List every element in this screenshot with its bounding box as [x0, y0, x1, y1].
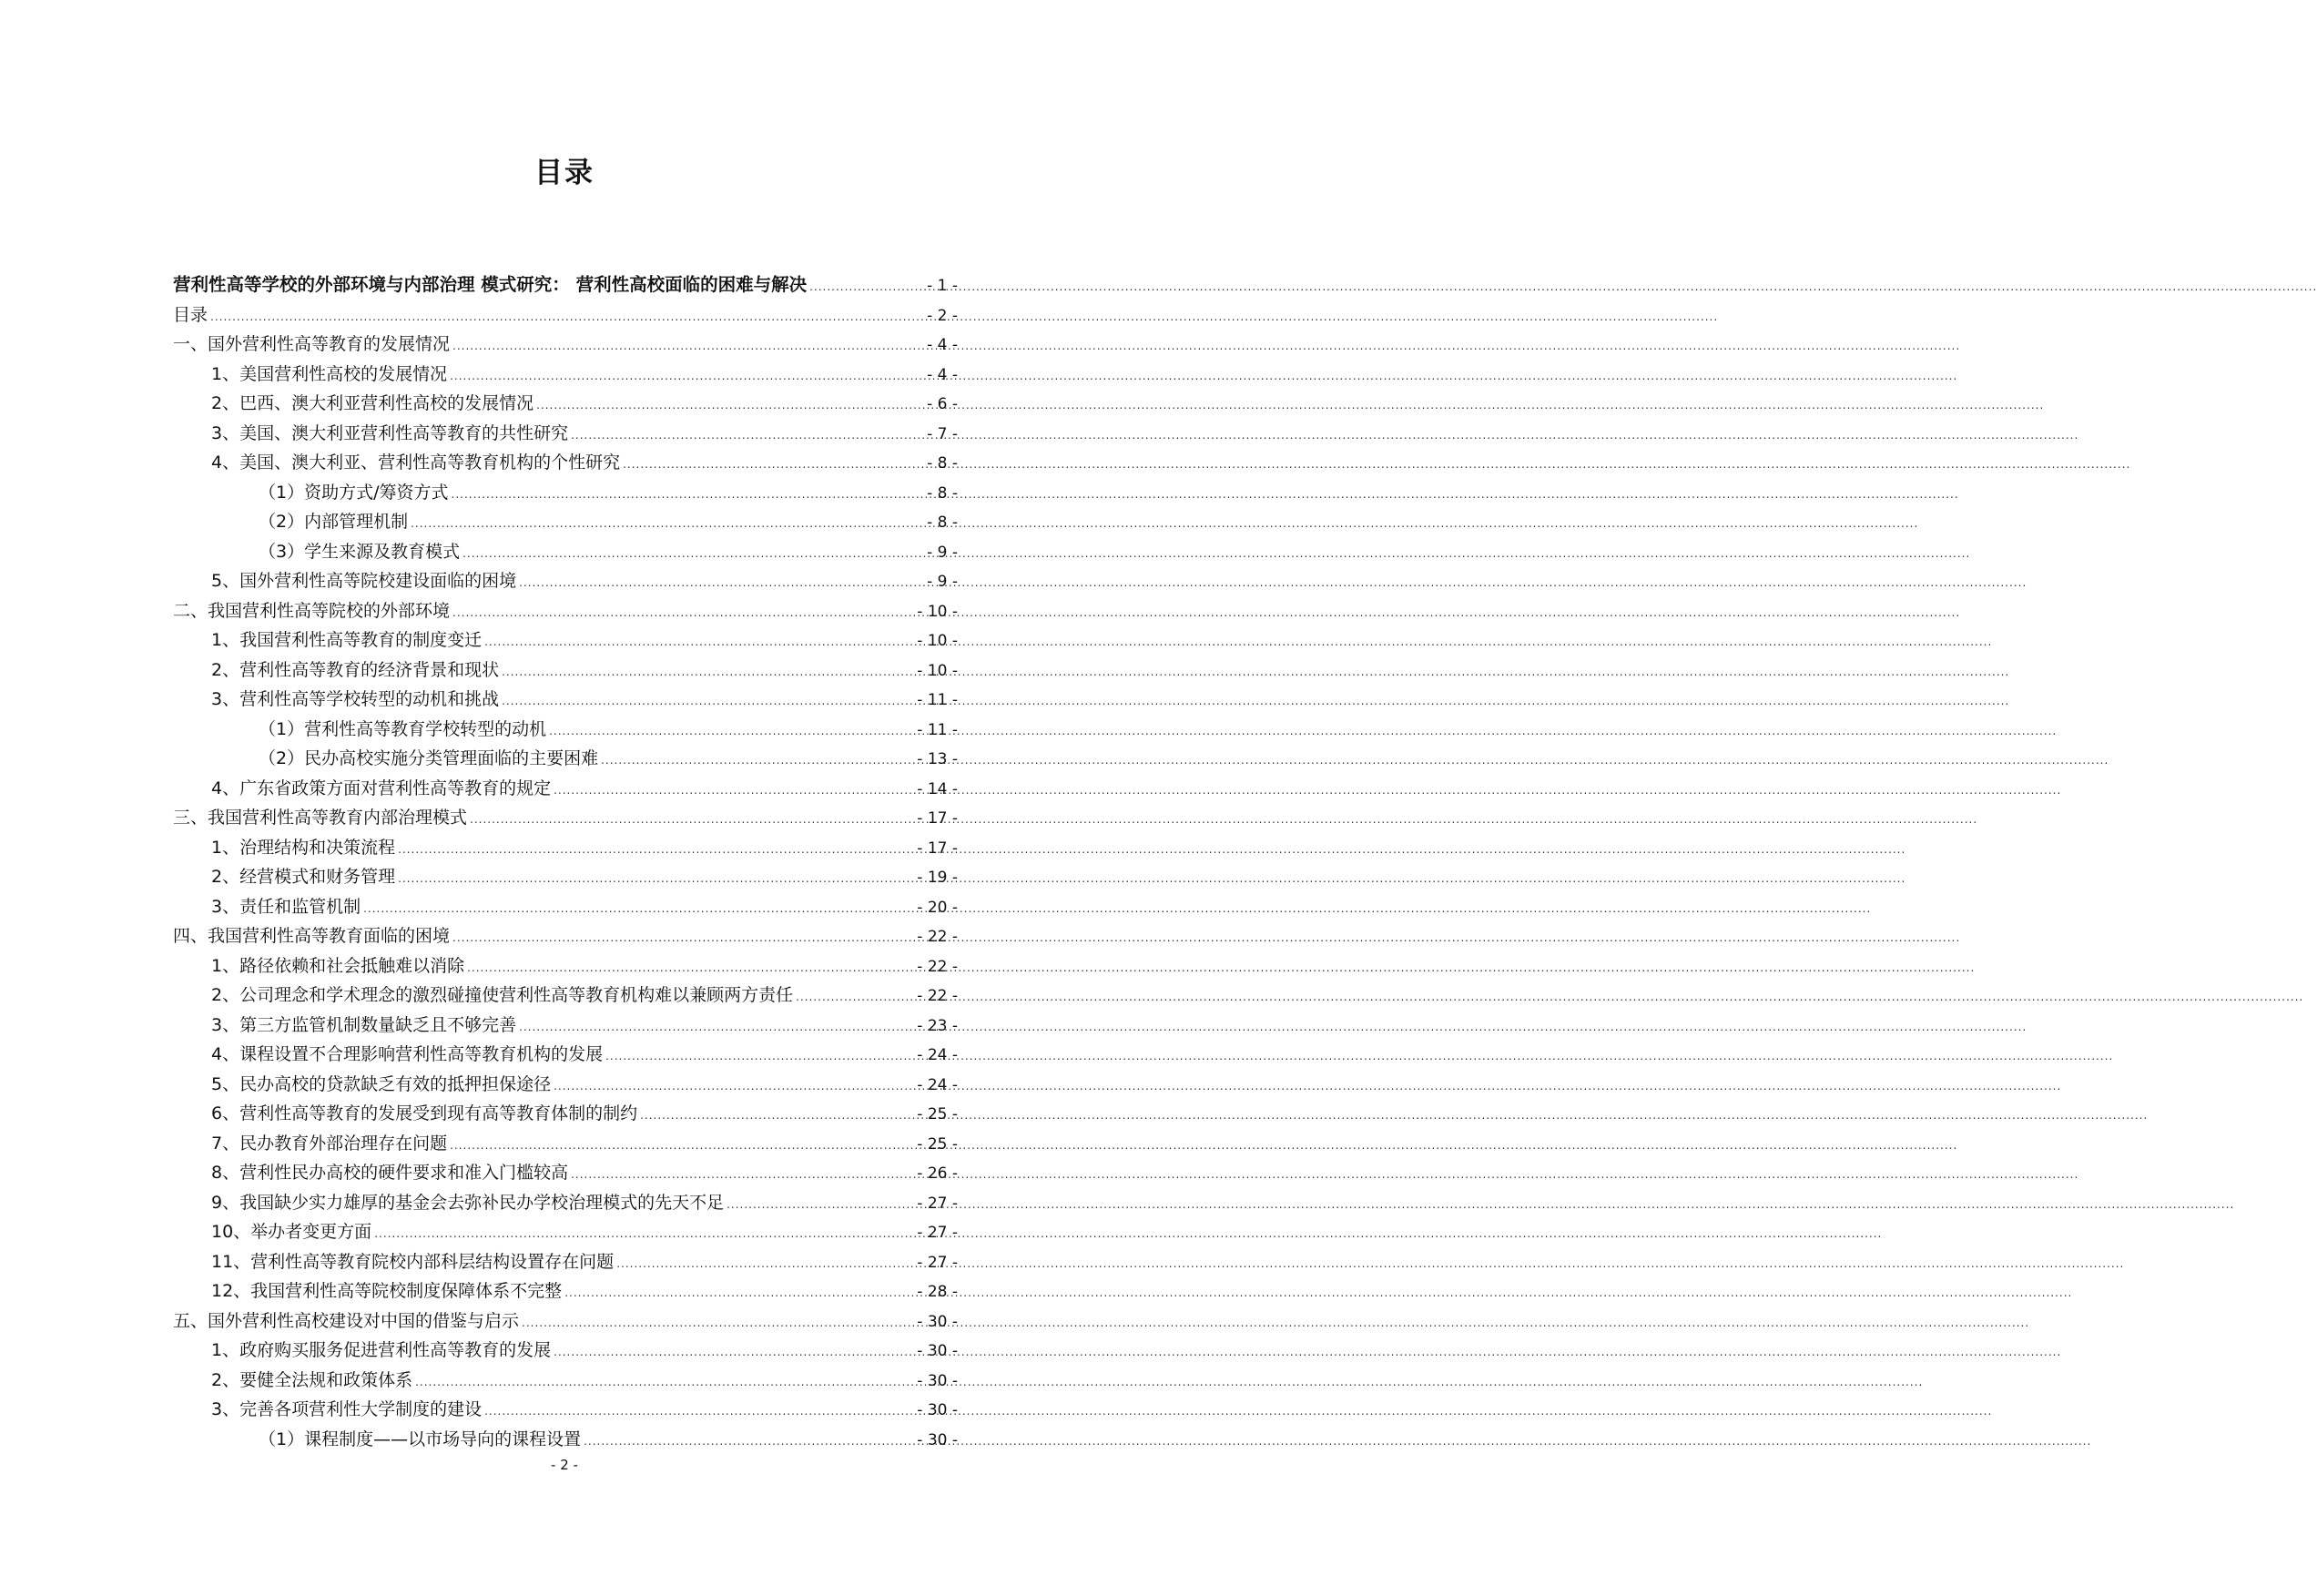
toc-entry[interactable]	[173, 625, 958, 656]
toc-entry-label: （1）营利性高等教育学校转型的动机	[259, 718, 547, 739]
toc-entry-page: - 22 -	[917, 928, 958, 946]
toc-entry-page: - 4 -	[927, 365, 958, 384]
toc-entry-label: 营利性高等学校的外部环境与内部治理 模式研究： 营利性高校面临的困难与解决	[173, 274, 808, 295]
toc-entry-page: - 13 -	[917, 750, 958, 768]
toc-entry-page: - 22 -	[917, 987, 958, 1005]
toc-leader-dots	[564, 1278, 914, 1308]
toc-entry-page: - 24 -	[917, 1075, 958, 1094]
toc-entry-label: 1、我国营利性高等教育的制度变迁	[211, 630, 483, 650]
toc-leader-dots	[398, 864, 914, 894]
toc-entry-label: （1）资助方式/筹资方式	[259, 482, 449, 503]
toc-entry-label: 1、政府购买服务促进营利性高等教育的发展	[211, 1340, 552, 1360]
toc-entry-page: - 10 -	[917, 632, 958, 650]
toc-entry[interactable]	[173, 833, 958, 863]
toc-leader-dots	[522, 1308, 914, 1338]
toc-leader-dots	[484, 627, 914, 657]
toc-entry[interactable]	[173, 1070, 958, 1100]
toc-entry-label: 9、我国缺少实力雄厚的基金会去弥补民办学校治理模式的先天不足	[211, 1192, 725, 1213]
toc-entry[interactable]	[173, 596, 958, 626]
toc-leader-dots	[462, 539, 924, 569]
toc-entry-label: 2、公司理念和学术理念的激烈碰撞使营利性高等教育机构难以兼顾两方责任	[211, 985, 794, 1005]
toc-entry-label: 4、课程设置不合理影响营利性高等教育机构的发展	[211, 1044, 604, 1064]
toc-entry-page: - 22 -	[917, 957, 958, 976]
toc-leader-dots	[374, 1219, 914, 1249]
page-number: - 2 -	[551, 1457, 578, 1473]
toc-entry-label: （2）内部管理机制	[259, 512, 409, 532]
toc-entry-page: - 2 -	[927, 306, 958, 325]
toc-leader-dots	[467, 953, 914, 983]
toc-leader-dots	[623, 450, 924, 480]
toc-entry-label: 12、我国营利性高等院校制度保障体系不完整	[211, 1281, 563, 1301]
toc-entry-label: 1、美国营利性高校的发展情况	[211, 363, 448, 384]
toc-entry[interactable]	[173, 419, 958, 449]
toc-leader-dots	[452, 598, 914, 628]
toc-leader-dots	[452, 923, 914, 953]
toc-entry[interactable]	[173, 656, 958, 686]
toc-entry-label: 目录	[173, 304, 208, 325]
toc-entry[interactable]	[173, 1217, 958, 1247]
toc-entry-page: - 14 -	[917, 779, 958, 798]
toc-entry[interactable]	[173, 389, 958, 419]
toc-entry[interactable]	[173, 1158, 958, 1188]
toc-entry[interactable]	[173, 360, 958, 390]
toc-leader-dots	[484, 1397, 914, 1427]
toc-entry-label: 6、营利性高等教育的发展受到现有高等教育体制的制约	[211, 1103, 638, 1123]
toc-entry-label: 3、责任和监管机制	[211, 896, 361, 917]
toc-entry-label: 3、完善各项营利性大学制度的建设	[211, 1399, 483, 1419]
toc-entry-page: - 20 -	[917, 898, 958, 917]
toc-entry[interactable]	[173, 744, 958, 774]
toc-entry[interactable]	[173, 862, 958, 892]
toc-entry[interactable]	[173, 774, 958, 804]
toc-leader-dots	[549, 717, 914, 747]
toc-entry-label: 四、我国营利性高等教育面临的困境	[173, 926, 451, 946]
toc-entry-page: - 27 -	[917, 1194, 958, 1213]
toc-entry[interactable]	[173, 803, 958, 833]
toc-leader-dots	[584, 1427, 914, 1457]
toc-leader-dots	[554, 1072, 914, 1102]
toc-leader-dots	[809, 272, 924, 302]
toc-entry-label: （2）民办高校实施分类管理面临的主要困难	[259, 748, 599, 768]
toc-entry-page: - 30 -	[917, 1401, 958, 1419]
toc-leader-dots	[601, 746, 914, 776]
toc-entry[interactable]	[173, 921, 958, 951]
toc-leader-dots	[450, 361, 924, 391]
toc-entry-label: （3）学生来源及教育模式	[259, 541, 461, 562]
toc-entry[interactable]	[173, 981, 958, 1011]
toc-leader-dots	[411, 509, 924, 539]
toc-entry-page: - 9 -	[927, 573, 958, 591]
toc-leader-dots	[727, 1190, 914, 1220]
toc-leader-dots	[452, 331, 924, 361]
toc-entry-page: - 6 -	[927, 395, 958, 413]
toc-entry-page: - 24 -	[917, 1046, 958, 1064]
toc-leader-dots	[452, 480, 925, 510]
toc-entry[interactable]	[173, 715, 958, 745]
toc-entry[interactable]	[173, 300, 958, 330]
toc-entry-page: - 28 -	[917, 1283, 958, 1301]
toc-entry[interactable]	[173, 1099, 958, 1129]
toc-entry-label: 3、营利性高等学校转型的动机和挑战	[211, 689, 500, 709]
toc-entry[interactable]	[173, 1306, 958, 1337]
toc-leader-dots	[398, 835, 914, 865]
toc-entry-label: 二、我国营利性高等院校的外部环境	[173, 600, 451, 621]
toc-entry-label: 五、国外营利性高校建设对中国的借鉴与启示	[173, 1310, 520, 1331]
toc-leader-dots	[415, 1367, 914, 1398]
toc-entry[interactable]	[173, 685, 958, 715]
toc-entry-label: 3、第三方监管机制数量缺乏且不够完善	[211, 1014, 517, 1035]
toc-entry-label: （1）课程制度——以市场导向的课程设置	[259, 1428, 582, 1449]
toc-entry[interactable]	[173, 566, 958, 596]
toc-entry-page: - 30 -	[917, 1430, 958, 1449]
toc-entry[interactable]	[173, 478, 958, 508]
toc-entry[interactable]	[173, 1040, 958, 1070]
toc-leader-dots	[519, 1012, 914, 1042]
toc-entry-label: 11、营利性高等教育院校内部科层结构设置存在问题	[211, 1251, 615, 1272]
toc-entry[interactable]	[173, 448, 958, 478]
toc-entry[interactable]	[173, 1188, 958, 1218]
toc-entry-label: 5、民办高校的贷款缺乏有效的抵押担保途径	[211, 1073, 552, 1094]
toc-entry[interactable]	[173, 1366, 958, 1396]
toc-entry[interactable]	[173, 1425, 958, 1455]
toc-entry-label: 5、国外营利性高等院校建设面临的困境	[211, 571, 517, 591]
toc-entry[interactable]	[173, 1129, 958, 1159]
toc-entry-page: - 11 -	[917, 691, 958, 709]
toc-entry-page: - 17 -	[917, 839, 958, 858]
toc-entry-page: - 23 -	[917, 1016, 958, 1035]
toc-entry-page: - 30 -	[917, 1312, 958, 1331]
toc-leader-dots	[502, 657, 914, 687]
toc-entry-label: 3、美国、澳大利亚营利性高等教育的共性研究	[211, 422, 569, 443]
toc-entry-label: 7、民办教育外部治理存在问题	[211, 1133, 448, 1154]
toc-entry-page: - 26 -	[917, 1164, 958, 1183]
toc-leader-dots	[554, 776, 914, 806]
toc-entry-label: 1、治理结构和决策流程	[211, 837, 396, 858]
toc-entry-page: - 27 -	[917, 1253, 958, 1272]
toc-entry-page: - 8 -	[927, 513, 958, 532]
toc-entry-label: 8、营利性民办高校的硬件要求和准入门槛较高	[211, 1163, 569, 1183]
toc-entry[interactable]	[173, 1336, 958, 1366]
toc-entry-page: - 8 -	[927, 454, 958, 473]
toc-entry-page: - 25 -	[917, 1105, 958, 1123]
toc-leader-dots	[616, 1249, 914, 1279]
toc-leader-dots	[470, 805, 914, 835]
toc-entry-label: 1、路径依赖和社会抵触难以消除	[211, 955, 465, 976]
toc-entry[interactable]	[173, 1276, 958, 1306]
toc-leader-dots	[210, 302, 924, 332]
toc-entry-page: - 10 -	[917, 661, 958, 680]
toc-entry-label: 4、广东省政策方面对营利性高等教育的规定	[211, 778, 552, 798]
toc-leader-dots	[605, 1042, 914, 1072]
toc-entry[interactable]	[173, 537, 958, 567]
toc-entry-page: - 7 -	[927, 424, 958, 443]
toc-leader-dots	[502, 686, 914, 717]
toc-leader-dots	[796, 982, 914, 1012]
toc-leader-dots	[363, 894, 914, 924]
toc-entry-label: 三、我国营利性高等教育内部治理模式	[173, 808, 468, 828]
toc-entry-label: 4、美国、澳大利亚、营利性高等教育机构的个性研究	[211, 452, 621, 473]
table-of-contents	[173, 270, 958, 1454]
toc-leader-dots	[450, 1131, 914, 1161]
toc-leader-dots	[571, 421, 924, 451]
toc-entry-page: - 30 -	[917, 1342, 958, 1360]
toc-leader-dots	[519, 568, 924, 598]
toc-entry-page: - 19 -	[917, 869, 958, 887]
toc-leader-dots	[554, 1337, 914, 1367]
toc-entry-page: - 8 -	[927, 483, 958, 503]
toc-entry-page: - 11 -	[917, 720, 958, 739]
toc-entry[interactable]	[173, 951, 958, 981]
toc-entry[interactable]	[173, 270, 958, 300]
toc-entry-page: - 10 -	[917, 602, 958, 621]
toc-entry-label: 一、国外营利性高等教育的发展情况	[173, 334, 451, 354]
toc-entry-label: 2、巴西、澳大利亚营利性高校的发展情况	[211, 393, 534, 413]
toc-entry-page: - 9 -	[927, 543, 958, 562]
toc-entry-label: 2、要健全法规和政策体系	[211, 1369, 413, 1390]
toc-entry[interactable]	[173, 507, 958, 537]
toc-entry-label: 10、举办者变更方面	[211, 1222, 372, 1242]
toc-entry-page: - 1 -	[927, 277, 958, 295]
toc-entry-label: 2、营利性高等教育的经济背景和现状	[211, 659, 500, 680]
toc-entry[interactable]	[173, 330, 958, 360]
toc-entry-page: - 25 -	[917, 1134, 958, 1154]
toc-entry[interactable]	[173, 1011, 958, 1041]
toc-entry-page: - 27 -	[917, 1224, 958, 1242]
toc-entry-label: 2、经营模式和财务管理	[211, 867, 396, 887]
toc-entry[interactable]	[173, 1395, 958, 1425]
toc-entry[interactable]	[173, 1247, 958, 1277]
toc-leader-dots	[536, 391, 924, 421]
toc-entry[interactable]	[173, 892, 958, 922]
toc-entry-page: - 4 -	[927, 336, 958, 354]
toc-leader-dots	[571, 1160, 914, 1190]
toc-leader-dots	[640, 1101, 914, 1131]
toc-entry-page: - 17 -	[917, 809, 958, 828]
page-title: 目录	[534, 157, 594, 189]
toc-entry-page: - 30 -	[917, 1371, 958, 1390]
